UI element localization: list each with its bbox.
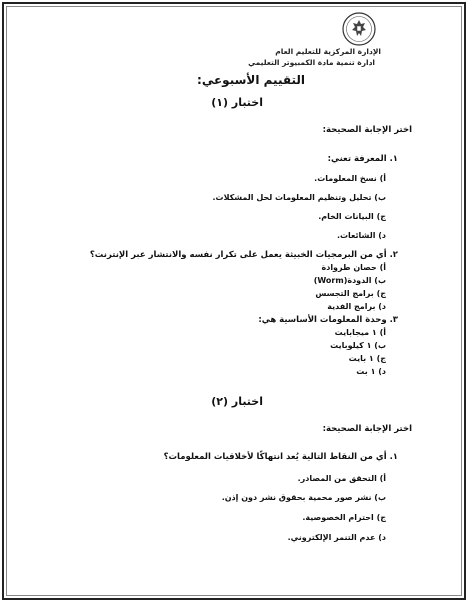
page-title: التقييم الأسبوعي:	[197, 73, 305, 87]
test2-q1-option-c: ج) احترام الخصوصية.	[302, 513, 386, 522]
test2-q1-option-a: أ) التحقق من المصادر.	[297, 474, 386, 483]
test1-q1: ١. المعرفة تعني:	[327, 154, 398, 164]
test1-heading: اختبار (١)	[211, 96, 263, 109]
test1-instruction: اختر الإجابة الصحيحة:	[322, 125, 412, 135]
test2-instruction: اختر الإجابة الصحيحة:	[322, 424, 412, 434]
test2-q1: ١. أي من النقاط التالية يُعد انتهاكًا لأخلاقيات المعلومات؟	[163, 452, 398, 462]
test1-q2-option-b: ب) الدودة(Worm)	[313, 276, 386, 285]
page-inner-border	[6, 6, 462, 596]
test1-q2: ٢. أي من البرمجيات الخبيثة يعمل على تكرار نفسه والانتشار عبر الإنترنت؟	[89, 250, 398, 260]
test1-q3-option-c: ج) ١ بايت	[348, 354, 386, 363]
test1-q3-option-b: ب) ١ كيلوبايت	[330, 341, 386, 350]
test1-q2-option-c: ج) برامج التجسس	[315, 289, 386, 298]
test1-q2-option-d: د) برامج الفدية	[327, 302, 386, 311]
test2-q1-option-d: د) عدم التنمر الإلكتروني.	[287, 533, 386, 542]
test1-q3-option-a: أ) ١ ميجابايت	[334, 328, 386, 337]
test1-q3: ٣. وحدة المعلومات الأساسية هي:	[258, 315, 398, 325]
org-line-2: ادارة تنمية مادة الكمبيوتر التعليمي	[248, 58, 375, 67]
test2-q1-option-b: ب) نشر صور محمية بحقوق نشر دون إذن.	[221, 493, 386, 502]
test1-q1-option-c: ج) البيانات الخام.	[318, 212, 386, 221]
test1-q1-option-a: أ) نسخ المعلومات.	[314, 174, 386, 183]
test1-q1-option-d: د) الشائعات.	[336, 231, 386, 240]
org-line-1: الإدارة المركزية للتعليم العام	[275, 47, 381, 56]
test1-q3-option-d: د) ١ بت	[356, 367, 386, 376]
test2-heading: اختبار (٢)	[211, 395, 263, 408]
test1-q1-option-b: ب) تحليل وتنظيم المعلومات لحل المشكلات.	[212, 193, 386, 202]
test1-q2-option-a: أ) حصان طروادة	[321, 263, 386, 272]
ministry-seal-logo	[342, 12, 376, 46]
